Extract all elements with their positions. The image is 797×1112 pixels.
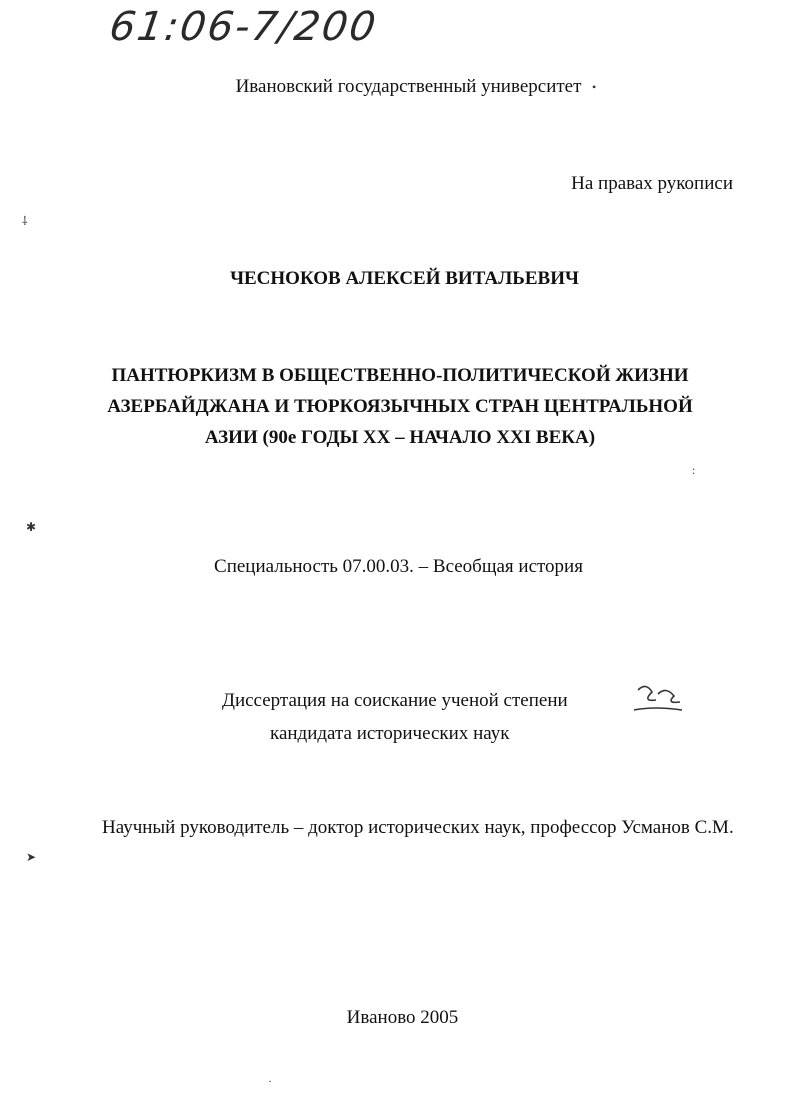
- university-name: Ивановский государственный университет: [235, 76, 582, 97]
- margin-mark-icon: ➤: [26, 850, 37, 864]
- manuscript-rights-note: На правах рукописи: [571, 173, 733, 194]
- title-line: АЗЕРБАЙДЖАНА И ТЮРКОЯЗЫЧНЫХ СТРАН ЦЕНТРАЛЬНОЙ: [107, 396, 693, 417]
- city-year: Иваново 2005: [346, 1007, 459, 1028]
- author-name: ЧЕСНОКОВ АЛЕКСЕЙ ВИТАЛЬЕВИЧ: [230, 268, 579, 289]
- speck-mark-icon: ·: [268, 1074, 272, 1088]
- title-line: АЗИИ (90е ГОДЫ XX – НАЧАЛО XXI ВЕКА): [204, 427, 596, 448]
- handwritten-catalog-code: 61:06-7/200: [106, 4, 381, 50]
- title-line: ПАНТЮРКИЗМ В ОБЩЕСТВЕННО-ПОЛИТИЧЕСКОЙ ЖИЗНИ: [111, 365, 689, 386]
- degree-statement: [222, 684, 568, 750]
- speck-mark-icon: :: [692, 463, 696, 477]
- degree-line: кандидата исторических наук: [270, 723, 510, 744]
- speck-mark-icon: •: [592, 80, 597, 94]
- margin-mark-icon: ✱: [26, 520, 37, 534]
- margin-mark-icon: ⸸: [22, 214, 28, 228]
- dissertation-title: [90, 360, 710, 453]
- specialty-line: Специальность 07.00.03. – Всеобщая история: [214, 556, 583, 577]
- signature-scribble-icon: [630, 680, 690, 720]
- degree-line: Диссертация на соискание ученой степени: [222, 690, 568, 711]
- scientific-advisor: Научный руководитель – доктор исторических наук, профессор Усманов С.М.: [102, 817, 734, 838]
